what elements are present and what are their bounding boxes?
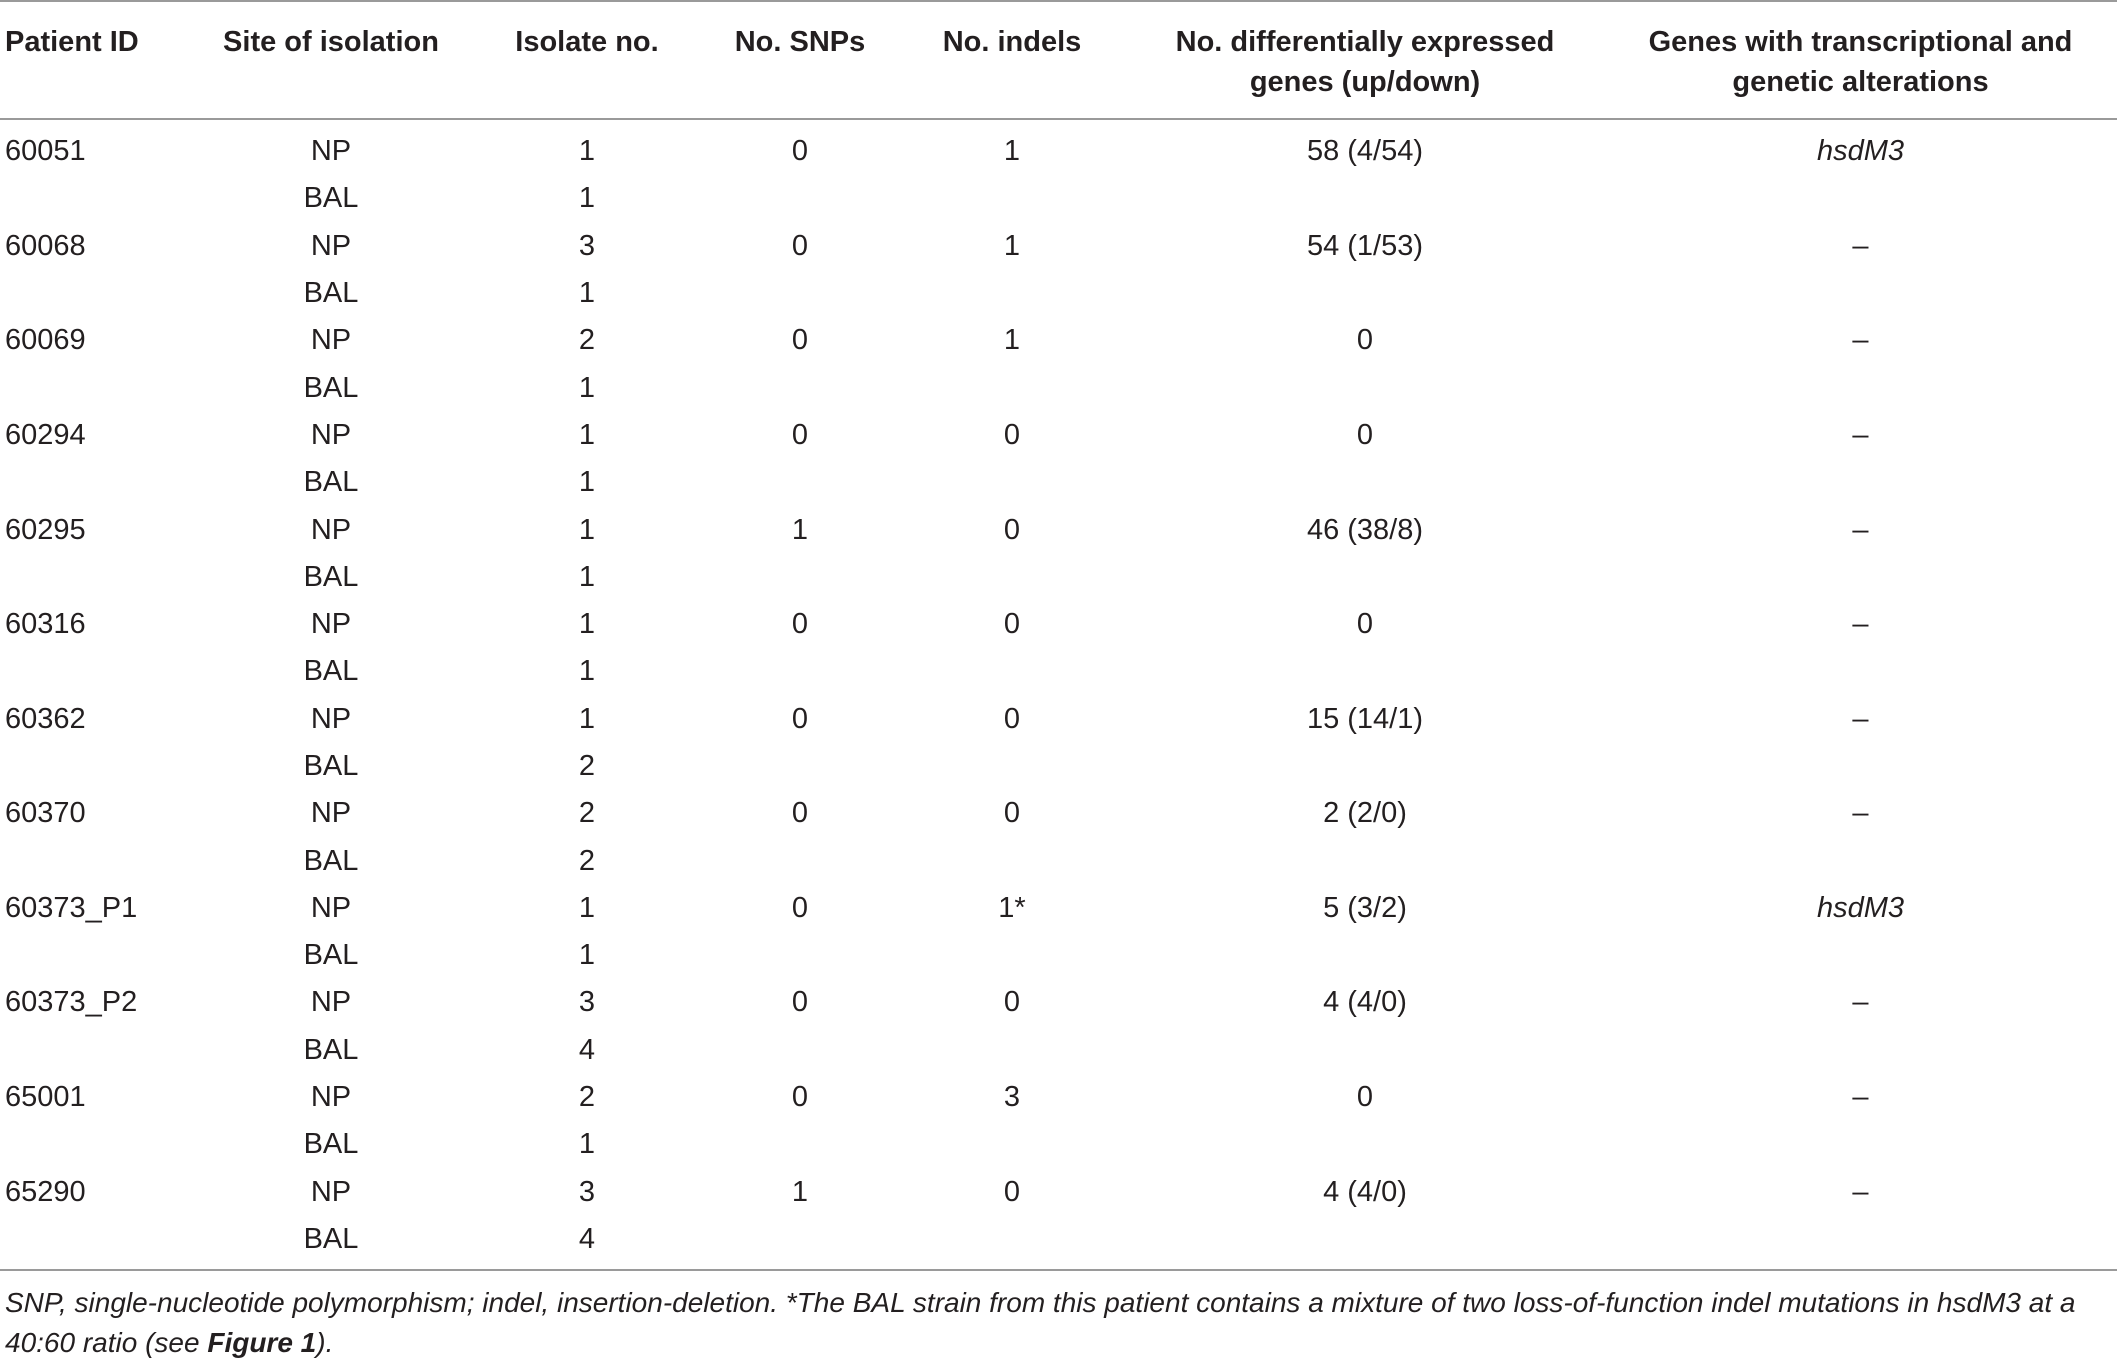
isolate-no-cell: 1 xyxy=(578,891,596,924)
patient-id-cell xyxy=(0,459,190,506)
deg-cell xyxy=(1126,364,1604,411)
snps-cell: 0 xyxy=(791,1081,809,1114)
isolate-no-cell: 1 xyxy=(578,466,596,499)
site-cell: BAL xyxy=(303,371,359,404)
table-row xyxy=(0,459,2117,506)
site-cell: BAL xyxy=(303,560,359,593)
deg-cell xyxy=(1126,1027,1604,1074)
snps-cell xyxy=(702,270,898,317)
table-body xyxy=(0,119,2117,1270)
header-indels: No. indels xyxy=(942,26,1082,58)
indels-cell xyxy=(898,554,1126,601)
patient-id-cell xyxy=(0,554,190,601)
snps-cell xyxy=(702,554,898,601)
site-cell: NP xyxy=(310,702,352,735)
patient-id-cell xyxy=(0,364,190,411)
isolate-no-cell: 2 xyxy=(578,797,596,830)
deg-cell xyxy=(1126,270,1604,317)
patient-id-cell xyxy=(0,270,190,317)
genes-cell xyxy=(1604,837,2117,884)
patient-id-cell xyxy=(0,1121,190,1168)
table-row xyxy=(0,270,2117,317)
header-row xyxy=(0,1,2117,119)
snps-cell xyxy=(702,175,898,222)
genes-cell xyxy=(1604,270,2117,317)
patient-id-cell: 60373_P1 xyxy=(5,891,138,924)
isolate-no-cell: 2 xyxy=(578,1081,596,1114)
table-row xyxy=(0,885,2117,932)
isolate-no-cell: 4 xyxy=(578,1222,596,1255)
table-row xyxy=(0,696,2117,743)
genes-cell xyxy=(1604,459,2117,506)
deg-cell xyxy=(1126,837,1604,884)
table-row xyxy=(0,601,2117,648)
snps-cell: 0 xyxy=(791,797,809,830)
deg-cell: 54 (1/53) xyxy=(1306,229,1424,262)
snps-cell: 0 xyxy=(791,229,809,262)
genes-cell: – xyxy=(1852,324,1869,357)
table-row xyxy=(0,223,2117,270)
genes-cell xyxy=(1604,175,2117,222)
footnote-text: SNP, single-nucleotide polymorphism; indel, insertion-deletion. *The BAL strain from this patient contains a mixture of two loss-of-function indel mutations in hsdM3 at a 40:60 ratio (see xyxy=(5,1287,2076,1358)
genes-cell: – xyxy=(1852,986,1869,1019)
indels-cell xyxy=(898,743,1126,790)
snps-cell xyxy=(702,364,898,411)
patient-id-cell: 60294 xyxy=(5,418,86,451)
site-cell: BAL xyxy=(303,939,359,972)
header-genes xyxy=(1604,1,2117,119)
site-cell: BAL xyxy=(303,1222,359,1255)
table-row xyxy=(0,1169,2117,1216)
table-row xyxy=(0,506,2117,553)
isolate-no-cell: 1 xyxy=(578,560,596,593)
table-row xyxy=(0,790,2117,837)
deg-cell xyxy=(1126,1121,1604,1168)
indels-cell: 0 xyxy=(1003,1175,1021,1208)
site-cell: NP xyxy=(310,324,352,357)
genes-cell: – xyxy=(1852,1175,1869,1208)
indels-cell xyxy=(898,1216,1126,1270)
indels-cell: 0 xyxy=(1003,418,1021,451)
table-row xyxy=(0,1074,2117,1121)
patient-id-cell: 60069 xyxy=(5,324,86,357)
header-genes-line1: Genes with transcriptional and xyxy=(1648,26,2073,58)
table-row xyxy=(0,648,2117,695)
deg-cell: 58 (4/54) xyxy=(1306,135,1424,168)
snps-cell: 0 xyxy=(791,324,809,357)
patient-id-cell: 65290 xyxy=(5,1175,86,1208)
indels-cell: 1 xyxy=(1003,324,1021,357)
isolate-no-cell: 2 xyxy=(578,750,596,782)
isolate-no-cell: 1 xyxy=(578,182,596,215)
snps-cell xyxy=(702,1121,898,1168)
snps-cell: 0 xyxy=(791,135,809,168)
site-cell: BAL xyxy=(303,1128,359,1161)
table-row xyxy=(0,412,2117,459)
header-snps: No. SNPs xyxy=(734,26,866,58)
deg-cell xyxy=(1126,175,1604,222)
deg-cell xyxy=(1126,554,1604,601)
snps-cell: 0 xyxy=(791,702,809,735)
snps-cell: 0 xyxy=(791,608,809,641)
isolate-no-cell: 1 xyxy=(578,1128,596,1161)
deg-cell: 5 (3/2) xyxy=(1323,891,1407,924)
patient-id-cell: 60373_P2 xyxy=(5,986,138,1019)
genes-cell: – xyxy=(1852,229,1869,262)
site-cell: BAL xyxy=(303,844,359,877)
patient-id-cell xyxy=(0,837,190,884)
patient-id-cell: 60068 xyxy=(5,229,86,262)
isolate-no-cell: 1 xyxy=(578,655,596,688)
patient-id-cell: 60051 xyxy=(5,135,86,168)
indels-cell xyxy=(898,270,1126,317)
isolate-no-cell: 1 xyxy=(578,513,596,546)
genes-cell xyxy=(1604,1121,2117,1168)
patient-id-cell xyxy=(0,1027,190,1074)
footnote-figure-link[interactable]: Figure 1 xyxy=(207,1327,317,1358)
isolate-no-cell: 4 xyxy=(578,1033,596,1066)
site-cell: NP xyxy=(310,891,352,924)
site-cell: BAL xyxy=(303,750,359,782)
snps-cell: 0 xyxy=(791,986,809,1019)
isolate-no-cell: 1 xyxy=(578,939,596,972)
deg-cell: 0 xyxy=(1356,324,1374,357)
deg-cell: 4 (4/0) xyxy=(1323,986,1407,1019)
genes-cell xyxy=(1604,1216,2117,1270)
table-row xyxy=(0,317,2117,364)
genes-cell: – xyxy=(1852,702,1869,735)
header-site: Site of isolation xyxy=(223,26,439,58)
genes-cell: hsdM3 xyxy=(1816,891,1905,924)
deg-cell xyxy=(1126,459,1604,506)
patient-id-cell: 65001 xyxy=(5,1081,86,1114)
table-header xyxy=(0,1,2117,119)
snps-cell: 1 xyxy=(791,513,809,546)
snps-cell: 0 xyxy=(791,418,809,451)
indels-cell: 3 xyxy=(1003,1081,1021,1114)
deg-cell: 2 (2/0) xyxy=(1323,797,1407,830)
snps-cell xyxy=(702,648,898,695)
genes-cell: hsdM3 xyxy=(1816,135,1905,168)
header-patient-id: Patient ID xyxy=(5,26,139,58)
header-deg xyxy=(1126,1,1604,119)
genes-cell xyxy=(1604,932,2117,979)
genes-cell xyxy=(1604,364,2117,411)
snps-cell: 1 xyxy=(791,1175,809,1208)
table-row xyxy=(0,1121,2117,1168)
isolate-no-cell: 1 xyxy=(578,135,596,168)
deg-cell: 46 (38/8) xyxy=(1306,513,1424,546)
snps-cell xyxy=(702,459,898,506)
site-cell: BAL xyxy=(303,466,359,499)
genes-cell: – xyxy=(1852,1081,1869,1114)
deg-cell xyxy=(1126,743,1604,790)
indels-cell: 1 xyxy=(1003,229,1021,262)
deg-cell xyxy=(1126,1216,1604,1270)
site-cell: NP xyxy=(310,797,352,830)
patient-id-cell xyxy=(0,743,190,790)
genes-cell xyxy=(1604,648,2117,695)
patient-id-cell: 60362 xyxy=(5,702,86,735)
header-isolate-no: Isolate no. xyxy=(515,26,659,58)
patient-id-cell: 60295 xyxy=(5,513,86,546)
isolate-no-cell: 3 xyxy=(578,986,596,1019)
deg-cell: 0 xyxy=(1356,1081,1374,1114)
indels-cell: 1 xyxy=(1003,135,1021,168)
deg-cell xyxy=(1126,648,1604,695)
table-row xyxy=(0,364,2117,411)
indels-cell xyxy=(898,459,1126,506)
genes-cell xyxy=(1604,743,2117,790)
genes-cell xyxy=(1604,1027,2117,1074)
snps-cell xyxy=(702,743,898,790)
table-row xyxy=(0,119,2117,175)
isolate-no-cell: 1 xyxy=(578,418,596,451)
footnote-text-end: ). xyxy=(316,1327,334,1358)
indels-cell: 0 xyxy=(1003,513,1021,546)
isolate-no-cell: 1 xyxy=(578,277,596,310)
patient-id-cell xyxy=(0,1216,190,1270)
site-cell: NP xyxy=(310,418,352,451)
patient-id-cell xyxy=(0,932,190,979)
table-row xyxy=(0,743,2117,790)
patient-id-cell: 60316 xyxy=(5,608,86,641)
indels-cell: 0 xyxy=(1003,986,1021,1019)
isolate-no-cell: 1 xyxy=(578,608,596,641)
genes-cell: – xyxy=(1852,797,1869,830)
deg-cell: 0 xyxy=(1356,608,1374,641)
indels-cell: 0 xyxy=(1003,608,1021,641)
table-row xyxy=(0,554,2117,601)
site-cell: BAL xyxy=(303,655,359,688)
isolate-no-cell: 1 xyxy=(578,371,596,404)
patient-id-cell: 60370 xyxy=(5,797,86,830)
patient-id-cell xyxy=(0,175,190,222)
site-cell: BAL xyxy=(303,182,359,215)
genes-cell: – xyxy=(1852,418,1869,451)
header-genes-line2: genetic alterations xyxy=(1732,66,1989,98)
table-footnote xyxy=(5,1283,2105,1363)
site-cell: NP xyxy=(310,229,352,262)
deg-cell: 15 (14/1) xyxy=(1306,702,1424,735)
table-row xyxy=(0,932,2117,979)
snps-cell xyxy=(702,837,898,884)
deg-cell: 0 xyxy=(1356,418,1374,451)
genes-cell: – xyxy=(1852,513,1869,546)
indels-cell: 0 xyxy=(1003,702,1021,735)
deg-cell xyxy=(1126,932,1604,979)
patient-id-cell xyxy=(0,648,190,695)
table-row xyxy=(0,837,2117,884)
isolate-no-cell: 2 xyxy=(578,324,596,357)
genes-cell: – xyxy=(1852,608,1869,641)
deg-cell: 4 (4/0) xyxy=(1323,1175,1407,1208)
site-cell: NP xyxy=(310,513,352,546)
site-cell: NP xyxy=(310,135,352,168)
indels-cell xyxy=(898,648,1126,695)
table-row xyxy=(0,979,2117,1026)
table-row xyxy=(0,1216,2117,1270)
header-deg-line1: No. differentially expressed xyxy=(1175,26,1555,58)
site-cell: BAL xyxy=(303,1033,359,1066)
indels-cell xyxy=(898,837,1126,884)
table-row xyxy=(0,1027,2117,1074)
isolate-no-cell: 1 xyxy=(578,702,596,735)
site-cell: NP xyxy=(310,1081,352,1114)
site-cell: NP xyxy=(310,608,352,641)
genes-cell xyxy=(1604,554,2117,601)
table-row xyxy=(0,175,2117,222)
header-deg-line2: genes (up/down) xyxy=(1249,66,1481,98)
indels-cell: 0 xyxy=(1003,797,1021,830)
snps-cell xyxy=(702,932,898,979)
site-cell: NP xyxy=(310,1175,352,1208)
indels-cell xyxy=(898,364,1126,411)
indels-cell xyxy=(898,175,1126,222)
snps-cell xyxy=(702,1216,898,1270)
site-cell: NP xyxy=(310,986,352,1019)
snps-cell: 0 xyxy=(791,891,809,924)
isolate-no-cell: 2 xyxy=(578,844,596,877)
indels-cell xyxy=(898,1121,1126,1168)
indels-cell xyxy=(898,932,1126,979)
snps-cell xyxy=(702,1027,898,1074)
isolate-no-cell: 3 xyxy=(578,229,596,262)
indels-cell: 1* xyxy=(998,891,1026,924)
site-cell: BAL xyxy=(303,277,359,310)
indels-cell xyxy=(898,1027,1126,1074)
isolate-no-cell: 3 xyxy=(578,1175,596,1208)
